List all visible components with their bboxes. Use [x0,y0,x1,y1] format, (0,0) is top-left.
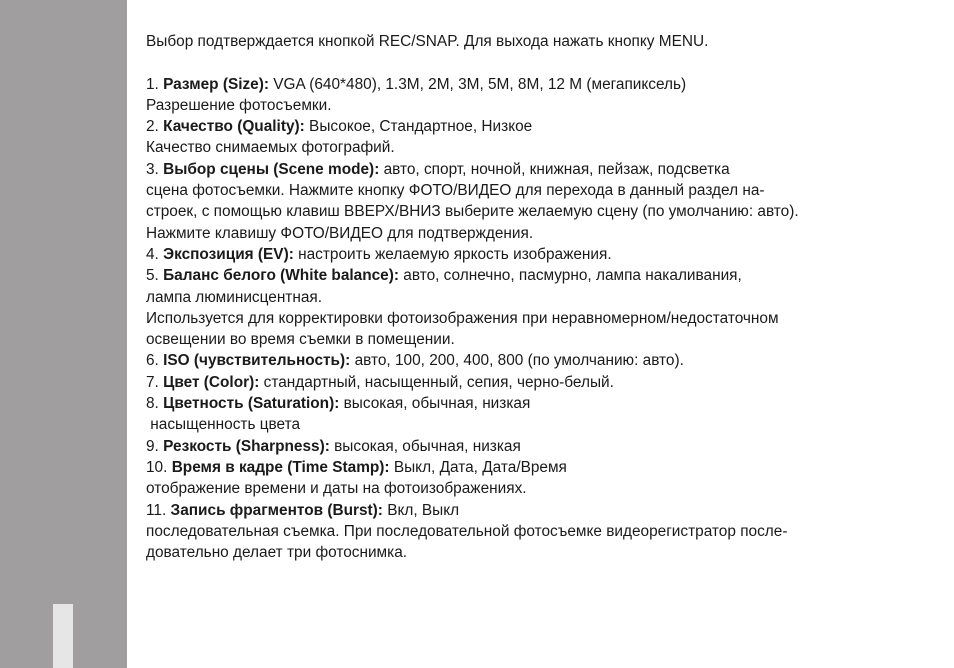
setting-separator: : [345,352,351,370]
setting-title: Выбор сцены (Scene mode) [163,160,375,178]
setting-values: VGA (640*480), 1.3M, 2M, 3M, 5M, 8M, 12 M (мегапиксель) [269,75,687,93]
setting-description: насыщенность цвета [146,416,301,434]
setting-item-6 [146,350,936,371]
setting-item-11 [146,500,936,521]
settings-list [146,74,936,564]
setting-description: лампа люминисцентная. [146,288,323,306]
setting-separator: : [263,75,270,93]
setting-title: Цветность (Saturation): [163,395,340,413]
setting-description: Разрешение фотосъемки. [146,96,332,114]
setting-description: отображение времени и даты на фотоизображениях. [146,480,527,498]
setting-title: ISO (чувствительность) [163,352,346,370]
setting-number: 11. [146,501,167,519]
setting-values: высокая, обычная, низкая [339,395,531,413]
setting-values: стандартный, насыщенный, сепия, черно-белый. [259,373,614,391]
setting-title: Размер (Size) [163,75,264,93]
setting-separator: : [324,437,330,455]
setting-item-5 [146,265,936,286]
setting-description: довательно делает три фотоснимка. [146,544,408,562]
setting-values: авто, 100, 200, 400, 800 (по умолчанию: авто). [350,352,684,370]
setting-description: сцена фотосъемки. Нажмите кнопку ФОТО/ВИДЕО для перехода в данный раздел на- [146,182,765,200]
setting-title: Время в кадре (Time Stamp) [171,458,385,476]
setting-item-10 [146,457,936,478]
manual-text [146,31,936,563]
setting-values: Высокое, Стандартное, Низкое [304,118,533,136]
setting-title: Баланс белого (White balance) [163,267,394,285]
setting-description: Нажмите клавишу ФОТО/ВИДЕО для подтверждения. [146,224,534,242]
setting-number: 7. [146,373,159,391]
setting-values: авто, спорт, ночной, книжная, пейзаж, подсветка [379,160,730,178]
setting-description: последовательная съемка. При последовательной фотосъемке видеорегистратор после- [146,522,788,540]
setting-description: освещении во время съемки в помещении. [146,331,455,349]
setting-description: Используется для корректировки фотоизображения при неравномерном/недостаточном [146,309,779,327]
setting-item-9 [146,436,936,457]
setting-values: высокая, обычная, низкая [329,437,521,455]
setting-item-7 [146,372,936,393]
setting-title: Экспозиция (EV) [163,245,289,263]
setting-item-1 [146,74,936,95]
setting-number: 3. [146,160,159,178]
setting-description: строек, с помощью клавиш ВВЕРХ/ВНИЗ выберите желаемую сцену (по умолчанию: авто). [146,203,799,221]
setting-number: 2. [146,118,159,136]
setting-separator: : [384,458,390,476]
setting-item-3 [146,159,936,180]
setting-values: авто, солнечно, пасмурно, лампа накаливания, [399,267,742,285]
setting-description: Качество снимаемых фотографий. [146,139,395,157]
setting-title: Резкость (Sharpness) [163,437,325,455]
setting-number: 9. [146,437,159,455]
setting-number: 1. [146,75,159,93]
setting-values: настроить желаемую яркость изображения. [293,245,612,263]
setting-title: Качество (Quality) [163,118,300,136]
setting-title: Цвет (Color) [163,373,255,391]
setting-item-4 [146,244,936,265]
setting-number: 6. [146,352,159,370]
blank-line [146,52,936,73]
setting-values: Выкл, Дата, Дата/Время [389,458,567,476]
intro-line: Выбор подтверждается кнопкой REC/SNAP. Для выхода нажать кнопку MENU. [146,33,709,50]
setting-separator: : [254,373,260,391]
setting-number: 10. [146,458,168,476]
setting-item-8 [146,393,936,414]
setting-separator: : [288,245,294,263]
setting-item-2 [146,116,936,137]
setting-separator: : [299,118,305,136]
setting-number: 5. [146,267,159,285]
page-side-tab [53,604,73,668]
setting-number: 8. [146,395,159,413]
setting-title: Запись фрагментов (Burst) [170,501,378,519]
setting-values: Вкл, Выкл [382,501,460,519]
setting-separator: : [393,267,400,285]
setting-number: 4. [146,245,159,263]
page-side-band [0,0,127,668]
setting-separator: : [377,501,383,519]
setting-separator: : [374,160,380,178]
